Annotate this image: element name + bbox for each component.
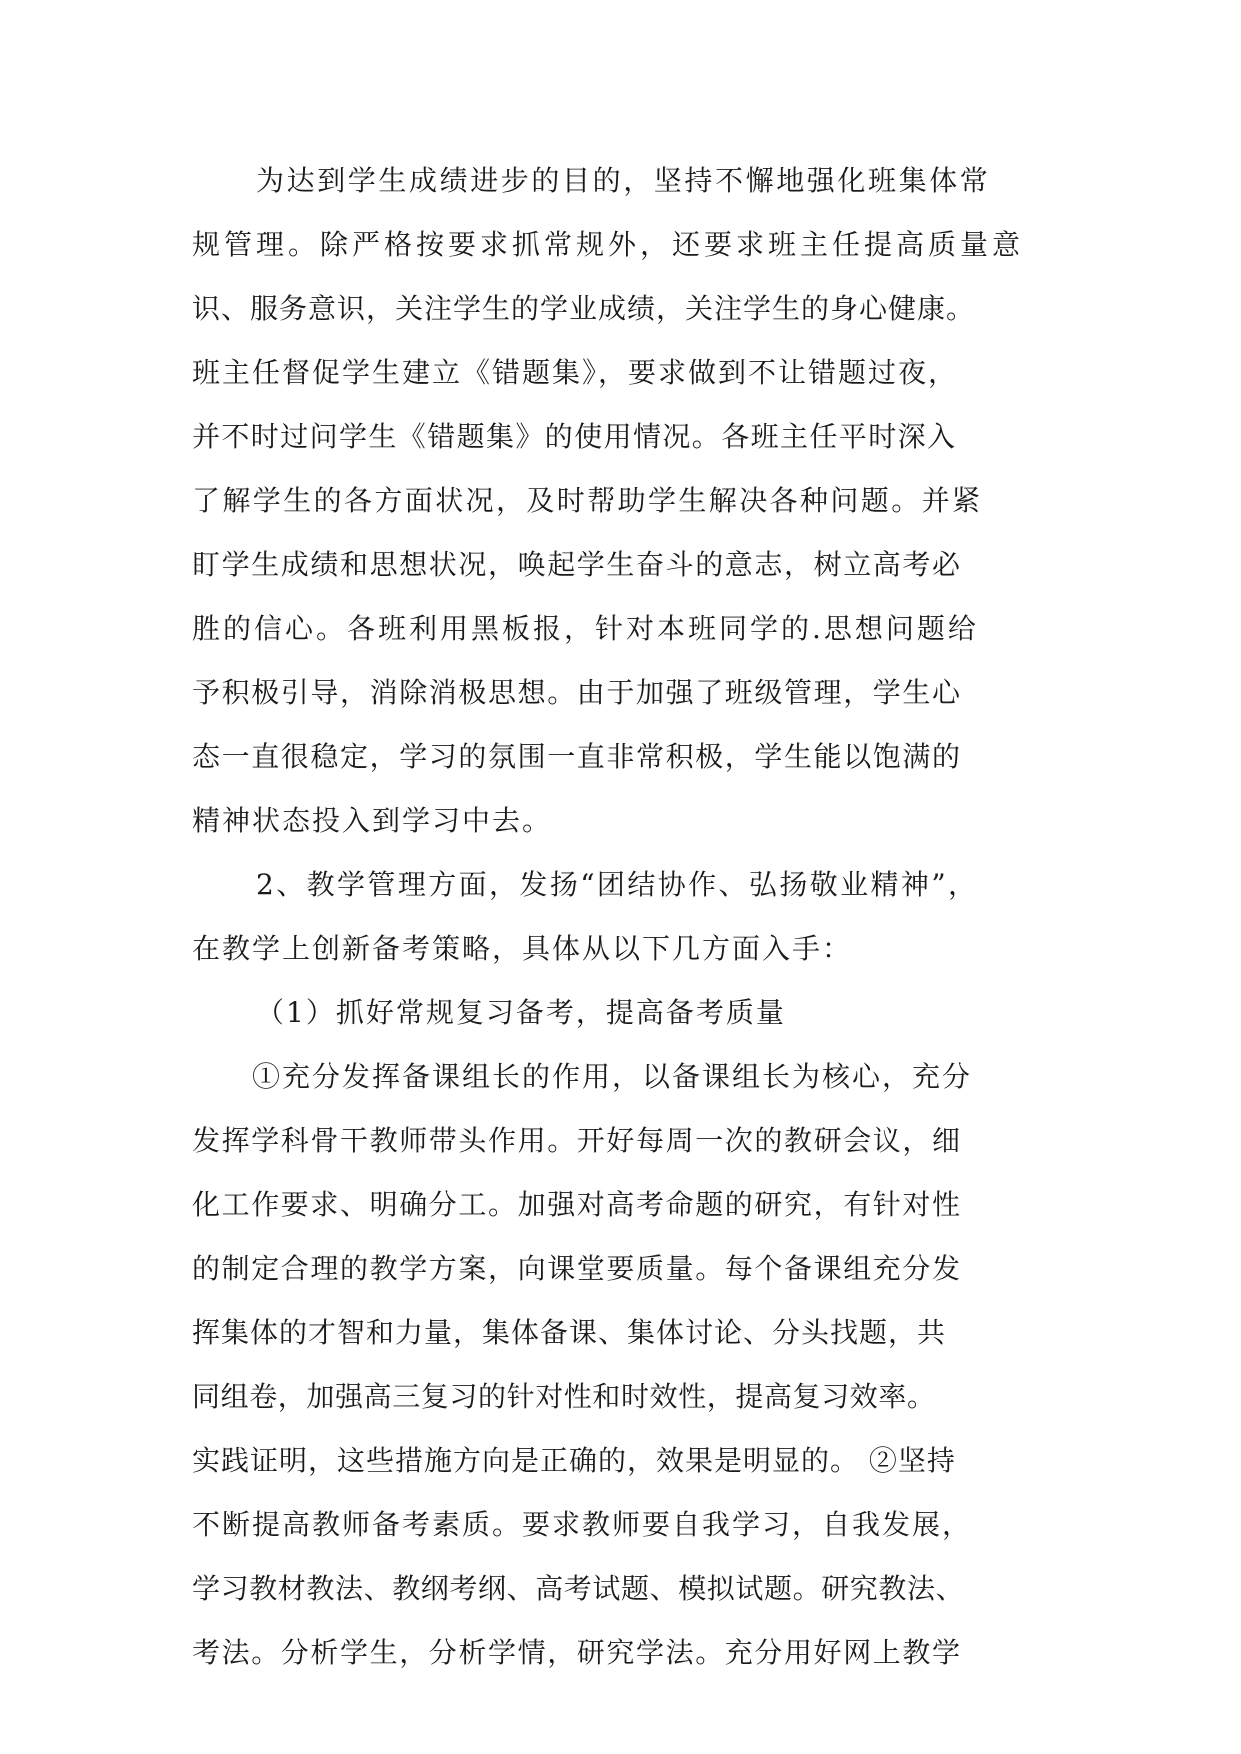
paragraph-line: 胜的信心。各班利用黑板报，针对本班同学的.思想问题给 [192,612,979,645]
paragraph-line: ①充分发挥备课组长的作用，以备课组长为核心，充分 [252,1060,973,1093]
section-heading-line: 2、教学管理方面，发扬“团结协作、弘扬敬业精神”， [256,868,979,901]
paragraph-line: 考法。分析学生，分析学情，研究学法。充分用好网上教学 [192,1636,962,1669]
paragraph-line: 并不时过问学生《错题集》的使用情况。各班主任平时深入 [192,420,957,453]
paragraph-line: 的制定合理的教学方案，向课堂要质量。每个备课组充分发 [192,1252,962,1285]
paragraph-line: 同组卷，加强高三复习的针对性和时效性，提高复习效率。 [192,1380,936,1413]
paragraph-line: 盯学生成绩和思想状况，唤起学生奋斗的意志，树立高考必 [192,548,962,581]
paragraph-line: 发挥学科骨干教师带头作用。开好每周一次的教研会议，细 [192,1124,962,1157]
paragraph-line: 予积极引导，消除消极思想。由于加强了班级管理，学生心 [192,676,962,709]
paragraph-line: 了解学生的各方面状况，及时帮助学生解决各种问题。并紧 [192,484,983,517]
paragraph-line: 态一直很稳定，学习的氛围一直非常积极，学生能以饱满的 [192,740,962,773]
paragraph-line: 为达到学生成绩进步的目的，坚持不懈地强化班集体常 [256,164,991,197]
paragraph-line: 班主任督促学生建立《错题集》，要求做到不让错题过夜， [192,356,959,389]
paragraph-line: 规管理。除严格按要求抓常规外，还要求班主任提高质量意 [192,228,1025,261]
paragraph-line: 在教学上创新备考策略，具体从以下几方面入手： [192,932,853,965]
paragraph-line: 实践证明，这些措施方向是正确的，效果是明显的。 ②坚持 [192,1444,956,1477]
paragraph-line: 化工作要求、明确分工。加强对高考命题的研究，有针对性 [192,1188,962,1221]
paragraph-line: 不断提高教师备考素质。要求教师要自我学习，自我发展， [192,1508,973,1541]
paragraph-line: 挥集体的才智和力量，集体备课、集体讨论、分头找题，共 [192,1316,947,1349]
paragraph-line: 学习教材教法、教纲考纲、高考试题、模拟试题。研究教法、 [192,1572,965,1605]
subsection-heading: （1）抓好常规复习备考，提高备考质量 [256,996,786,1029]
paragraph-line: 精神状态投入到学习中去。 [192,804,553,837]
paragraph-line: 识、服务意识，关注学生的学业成绩，关注学生的身心健康。 [192,292,976,325]
